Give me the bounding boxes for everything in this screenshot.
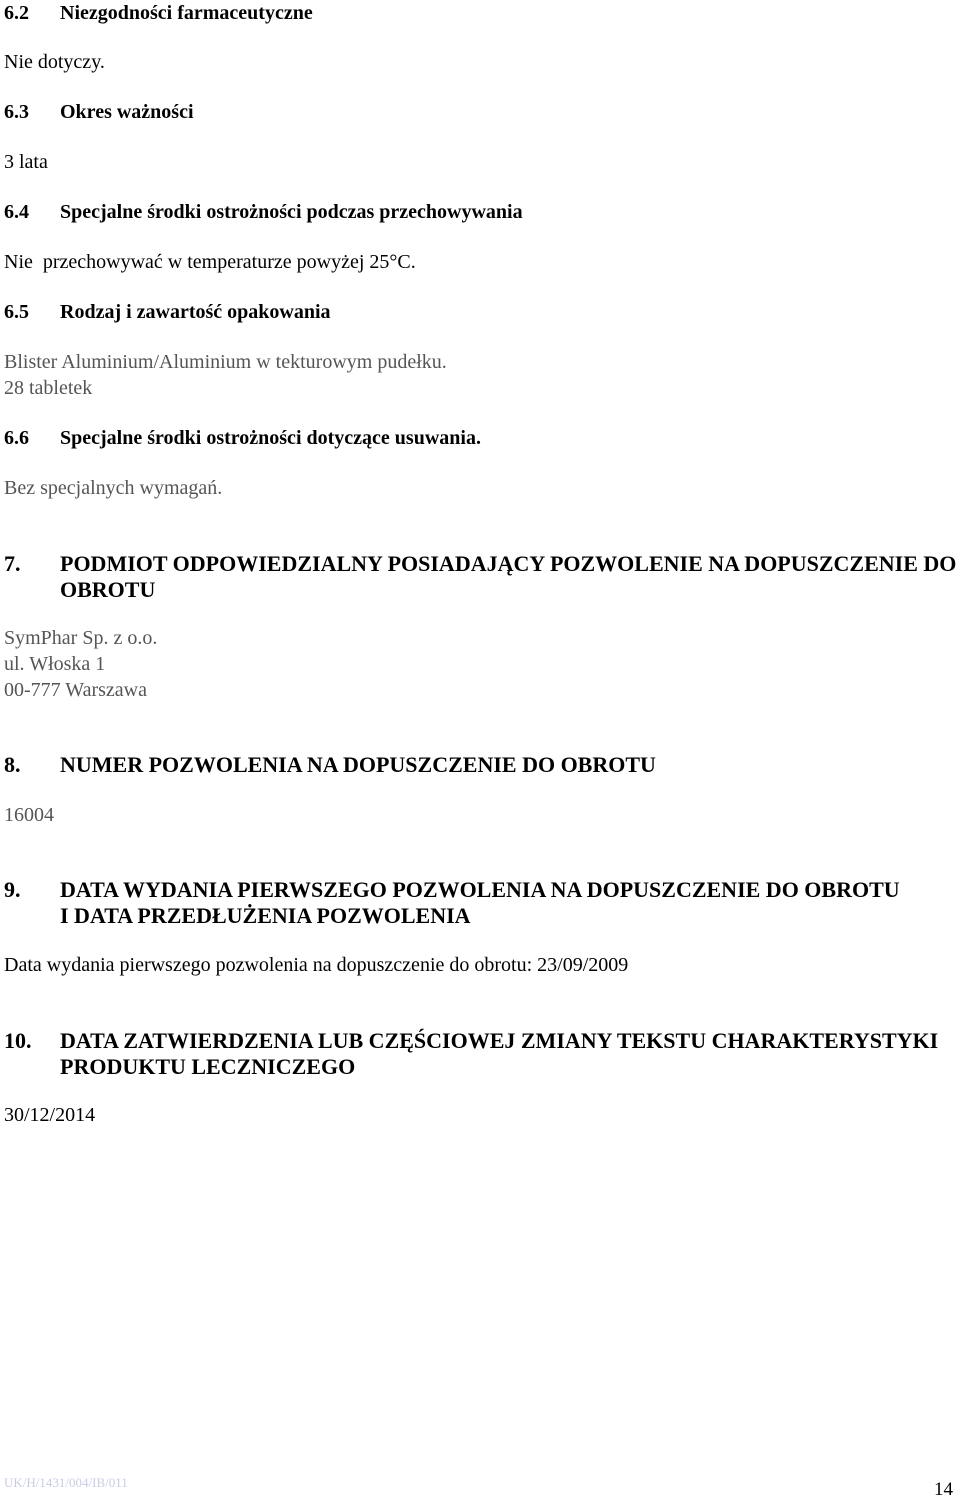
section-number: 6.5 <box>4 301 29 323</box>
section-title: Specjalne środki ostrożności podczas przechowywania <box>60 201 523 223</box>
section-number: 9. <box>4 877 21 902</box>
section-8-heading <box>4 752 954 778</box>
section-title: Rodzaj i zawartość opakowania <box>60 301 331 323</box>
section-title: Specjalne środki ostrożności dotyczące usuwania. <box>60 427 481 449</box>
section-6-6-heading <box>4 427 804 451</box>
section-6-3-text: 3 lata <box>4 151 48 173</box>
section-number: 6.6 <box>4 427 29 449</box>
first-authorization-date: Data wydania pierwszego pozwolenia na dopuszczenie do obrotu: 23/09/2009 <box>4 954 629 976</box>
section-6-2-heading <box>4 2 804 26</box>
section-number: 6.4 <box>4 201 29 223</box>
section-number: 6.3 <box>4 101 29 123</box>
section-title: Okres ważności <box>60 101 194 123</box>
document-code: UK/H/1431/004/IB/011 <box>4 1475 128 1490</box>
company-street: ul. Włoska 1 <box>4 653 106 675</box>
section-title-line-2: PRODUKTU LECZNICZEGO <box>60 1054 356 1079</box>
section-6-2-text: Nie dotyczy. <box>4 51 105 73</box>
section-title-line-1: DATA WYDANIA PIERWSZEGO POZWOLENIA NA DOPUSZCZENIE DO OBROTU <box>60 877 900 902</box>
section-title: NUMER POZWOLENIA NA DOPUSZCZENIE DO OBROTU <box>60 752 656 777</box>
section-title-line-2: OBROTU <box>60 577 156 602</box>
section-title-line-1: PODMIOT ODPOWIEDZIALNY POSIADAJĄCY POZWOLENIE NA DOPUSZCZENIE DO <box>60 551 957 576</box>
page-number: 14 <box>934 1479 953 1500</box>
section-6-5-heading <box>4 301 804 325</box>
company-name: SymPhar Sp. z o.o. <box>4 627 158 649</box>
company-city: 00-777 Warszawa <box>4 679 147 701</box>
authorization-number: 16004 <box>4 804 54 826</box>
section-title: Niezgodności farmaceutyczne <box>60 2 313 24</box>
section-6-6-text: Bez specjalnych wymagań. <box>4 477 223 499</box>
section-6-5-text-1: Blister Aluminium/Aluminium w tekturowym pudełku. <box>4 351 447 373</box>
section-number: 10. <box>4 1028 32 1053</box>
section-number: 6.2 <box>4 2 29 24</box>
section-7-heading <box>4 551 957 603</box>
section-10-heading <box>4 1028 954 1080</box>
section-6-5-text-2: 28 tabletek <box>4 377 93 399</box>
section-title-line-1: DATA ZATWIERDZENIA LUB CZĘŚCIOWEJ ZMIANY TEKSTU CHARAKTERYSTYKI <box>60 1028 939 1053</box>
section-6-4-text: Nie przechowywać w temperaturze powyżej 25°C. <box>4 251 416 273</box>
section-number: 8. <box>4 752 21 777</box>
approval-date: 30/12/2014 <box>4 1104 96 1126</box>
section-title-line-2: I DATA PRZEDŁUŻENIA POZWOLENIA <box>60 903 471 928</box>
section-number: 7. <box>4 551 21 576</box>
section-6-4-heading <box>4 201 804 225</box>
section-6-3-heading <box>4 101 804 125</box>
section-9-heading <box>4 877 954 929</box>
